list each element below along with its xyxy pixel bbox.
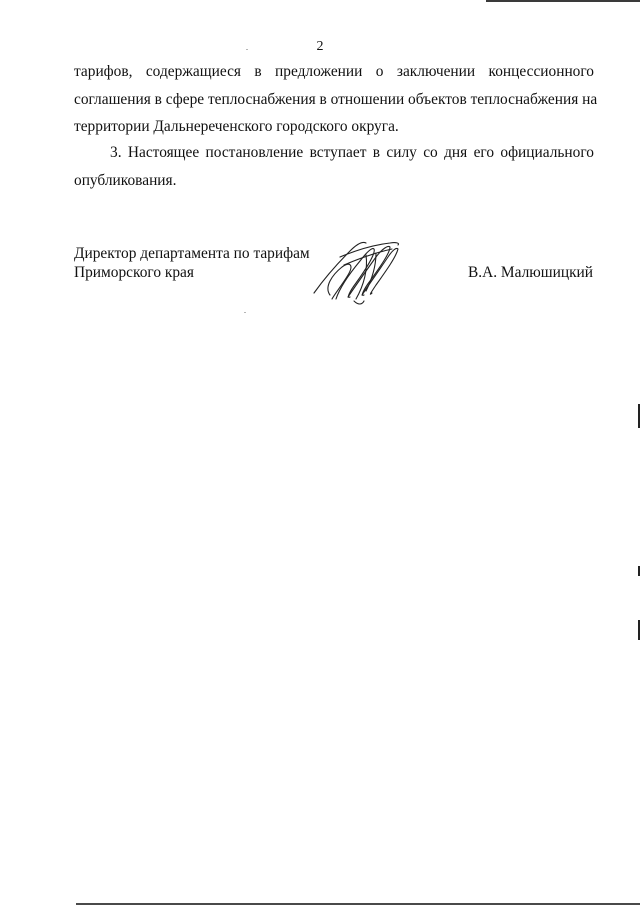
- signer-position-line-2: Приморского края: [74, 264, 194, 281]
- signer-position: [74, 244, 310, 282]
- paragraph-1-line-1: тарифов, содержащиеся в предложении о заключении концессионного: [74, 63, 594, 80]
- paragraph-2: [74, 139, 594, 194]
- paragraph-1-line-3: территории Дальнереченского городского округа.: [74, 118, 399, 135]
- paragraph-2-line-1: 3. Настоящее постановление вступает в силу со дня его официального: [110, 144, 594, 161]
- page-number: 2: [316, 39, 324, 54]
- scan-speck: [244, 312, 246, 313]
- signer-position-line-1: Директор департамента по тарифам: [74, 245, 310, 262]
- scan-top-edge: [486, 0, 640, 2]
- paragraph-2-line-2: опубликования.: [74, 171, 177, 189]
- handwritten-signature-icon: [310, 235, 410, 307]
- signer-name: В.А. Малюшицкий: [468, 264, 594, 281]
- paragraph-1: [74, 58, 598, 141]
- scan-speck: [246, 49, 248, 50]
- paragraph-1-line-2: соглашения в сфере теплоснабжения в отношении объектов теплоснабжения на: [74, 90, 598, 108]
